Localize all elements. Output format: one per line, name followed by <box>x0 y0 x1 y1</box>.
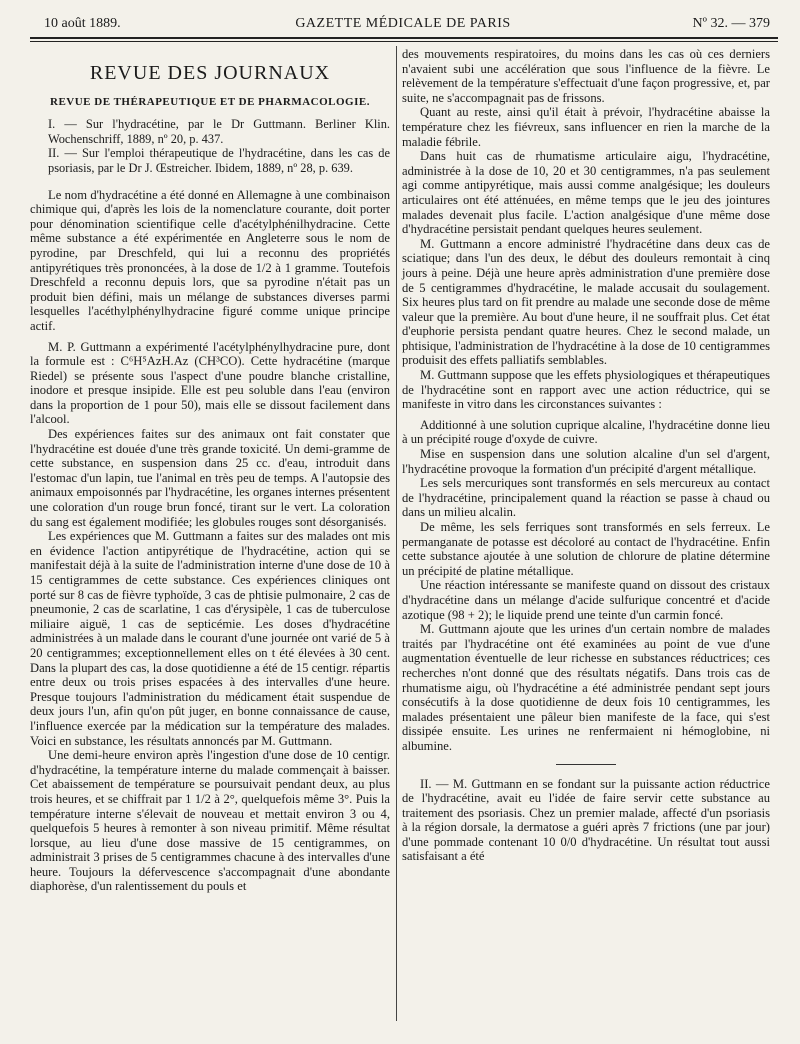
header-rule-thin <box>30 41 778 42</box>
paragraph: Une demi-heure environ après l'ingestion d'une dose de 10 centigr. d'hydracétine, la température interne du malade commençait à baisser. Cet abaissement de température se poursuivait pendant deux, au plus trois heures, et se chiffrait par 1 1/2 à 2°, quelquefois même 3°. Puis la température interne s'élevait de nouveau et mettait environ 3 ou 4, quelquefois 5 heures à remonter à son niveau primitif. Même résultat lorsque, au lieu d'une dose massive de 15 centigrammes, on administrait 3 prises de 5 centigrammes chacune à des intervalles d'une heure. Toujours la défervescence s'accompagnait d'une abondante diaphorèse, d'un ralentissement du pouls et <box>30 748 390 894</box>
reference-1: I. — Sur l'hydracétine, par le Dr Guttmann. Berliner Klin. Wochenschriff, 1889, nº 20, p. 437. <box>48 117 390 146</box>
section-divider <box>556 764 616 765</box>
reference-2: II. — Sur l'emploi thérapeutique de l'hydracétine, dans les cas de psoriasis, par le Dr J. Œstreicher. Ibidem, 1889, nº 28, p. 639. <box>48 146 390 175</box>
page-number: Nº 32. — 379 <box>692 16 770 31</box>
running-header <box>30 14 776 36</box>
left-column <box>30 56 390 894</box>
paragraph: M. Guttmann a encore administré l'hydracétine dans deux cas de sciatique; dans l'un des deux, le début des douleurs remontait à cinq jours à peine. Déjà une heure après administration d'une première dose de 5 centigrammes d'hydracétine, le malade accusait du soulagement. Six heures plus tard on fit prendre au malade une seconde dose de même valeur que la première. Au bout d'une heure, il ne souffrait plus. Cet état d'euphorie persista pendant quatre heures. Chez le second malade, un phtisique, l'administration de l'hydracétine à la dose de 10 centigrammes produisit des effets palliatifs semblables. <box>402 236 770 368</box>
paragraph: Le nom d'hydracétine a été donné en Allemagne à une combinaison chimique qui, d'après les lois de la nomenclature courante, doit porter pour dénomination scientifique celle d'acétylphénilhydracine. Cette même substance a été expérimentée en Angleterre sous le nom de pyrodine, par Dreschfeld, qui lui a reconnu des propriétés antipyrétiques très prononcées, à la dose de 1/2 à 1 gramme. Toutefois Dreschfeld a reconnu depuis lors, que sa pyrodine n'était pas un produit bien défini, mais un mélange de substances diverses parmi lesquelles l'acéthylphénylhydracine figuré comme unique principe actif. <box>30 187 390 333</box>
header-rule-thick <box>30 37 778 39</box>
paragraph: M. P. Guttmann a expérimenté l'acétylphénylhydracine pure, dont la formule est : C⁶H⁵AzH.Az (CH³CO). Cette hydracétine (marque Riedel) se présente sous l'aspect d'une poudre blanche cristalline, inodore et presque insipide. Elle est peu soluble dans l'eau (environ dans la proportion de 1 pour 50), mais elle se dissout facilement dans l'alcool. <box>30 339 390 427</box>
header-date: 10 août 1889. <box>44 16 121 31</box>
paragraph: De même, les sels ferriques sont transformés en sels ferreux. Le permanganate de potasse est décoloré au contact de l'hydracétine. Enfin cette substance ajoutée à une solution de chlorure de platine détermine un précipité de platine métallique. <box>402 520 770 578</box>
column-separator <box>396 46 397 1021</box>
paragraph: Des expériences faites sur des animaux ont fait constater que l'hydracétine est douée d'une très grande toxicité. Un demi-gramme de cette substance, en suspension dans 25 cc. d'eau, introduit dans l'estomac d'un lapin, tue l'animal en très peu de temps. A l'autopsie des animaux empoisonnés par l'hydracétine, les organes internes présentent une coloration d'un rouge brun foncé, tirant sur le vert. La coloration du sang est également modifiée; les globules rouges sont désorganisés. <box>30 427 390 529</box>
paragraph: Mise en suspension dans une solution alcaline d'un sel d'argent, l'hydracétine provoque la formation d'un précipité d'argent métallique. <box>402 447 770 476</box>
paragraph: Les expériences que M. Guttmann a faites sur des malades ont mis en évidence l'action antipyrétique de l'hydracétine, action qui se manifestait déjà à la suite de l'administration interne d'une dose de 10 à 15 centigrammes de cette substance. Ces expériences cliniques ont porté sur 8 cas de fièvre typhoïde, 3 cas de phtisie pulmonaire, 2 cas de pneumonie, 2 cas de scarlatine, 1 cas d'érysipèle, 1 cas de tuberculose miliaire aiguë, 1 cas de septicémie. Les doses d'hydracétine administrées à un malade dans le courant d'une journée ont varié de 5 à 20 centigrammes; exceptionnellement elles on t été élevées à 30 cent. Dans la plupart des cas, la dose quotidienne a été de 15 centigr. répartis entre deux ou trois prises espacées à des intervalles d'une heure. Presque toujours l'administration du médicament était suspendue de deux jours l'un, afin qu'on pût juger, en bonne connaissance de cause, l'influence exercée par la médication sur la température des malades. Voici en substance, les résultats annoncés par M. Guttmann. <box>30 529 390 748</box>
section-subtitle: REVUE DE THÉRAPEUTIQUE ET DE PHARMACOLOGIE. <box>50 95 370 108</box>
paragraph: Les sels mercuriques sont transformés en sels mercureux au contact de l'hydracétine, principalement quand la réaction se passe à chaud ou dans un milieu alcalin. <box>402 476 770 520</box>
paragraph: Quant au reste, ainsi qu'il était à prévoir, l'hydracétine abaisse la température chez les fiévreux, sans influencer en rien la marche de la maladie fébrile. <box>402 105 770 149</box>
paragraph: M. Guttmann ajoute que les urines d'un certain nombre de malades traités par l'hydracétine ont été examinées au point de vue d'une augmentation éventuelle de leur richesse en substances réductrices; ces recherches n'ont donné que des résultats négatifs. Dans trois cas de rhumatisme aigu, où l'hydracétine a été administrée pendant sept jours consécutifs à la dose quotidienne de deux fois 10 centigrammes, les malades présentaient une pâleur bien manifeste de la face, qui s'est dissipée ensuite. Les urines ne renfermaient ni hémoglobine, ni albumine. <box>402 622 770 753</box>
paragraph: des mouvements respiratoires, du moins dans les cas où ces derniers n'avaient subi une accélération que sous l'influence de la fièvre. Le relèvement de la température s'effectuait d'une façon progressive, et, par suite, ne s'accompagnait pas de frissons. <box>402 47 770 105</box>
paragraph: Additionné à une solution cuprique alcaline, l'hydracétine donne lieu à un précipité rouge d'oxyde de cuivre. <box>402 417 770 447</box>
paragraph: M. Guttmann suppose que les effets physiologiques et thérapeutiques de l'hydracétine sont en rapport avec une action réductrice, qui se manifeste in vitro dans les circonstances suivantes : <box>402 368 770 412</box>
paragraph: II. — M. Guttmann en se fondant sur la puissante action réductrice de l'hydracétine, avait eu l'idée de faire servir cette substance au traitement des psoriasis. Chez un premier malade, affecté d'un psoriasis à la région dorsale, la dermatose a guéri après 7 frictions (une par jour) d'une pommade contenant 10 0/0 d'hydracétine. Un résultat tout aussi satisfaisant a été <box>402 776 770 864</box>
paragraph: Une réaction intéressante se manifeste quand on dissout des cristaux d'hydracétine dans un mélange d'acide sulfurique concentré et d'acide azotique (98 + 2); le liquide prend une teinte d'un carmin foncé. <box>402 578 770 622</box>
section-title: REVUE DES JOURNAUX <box>89 62 331 84</box>
paragraph: Dans huit cas de rhumatisme articulaire aigu, l'hydracétine, administrée à la dose de 10, 20 et 30 centigrammes, n'a pas seulement agi comme antipyrétique, mais aussi comme analgésique; les douleurs articulaires ont été atténuées, en même temps que le jeu des jointures malades devenait plus facile. L'action analgésique d'une même dose d'hydracétine persistait pendant quelques heures seulement. <box>402 149 770 237</box>
journal-title: GAZETTE MÉDICALE DE PARIS <box>295 16 511 31</box>
right-column <box>402 47 770 864</box>
